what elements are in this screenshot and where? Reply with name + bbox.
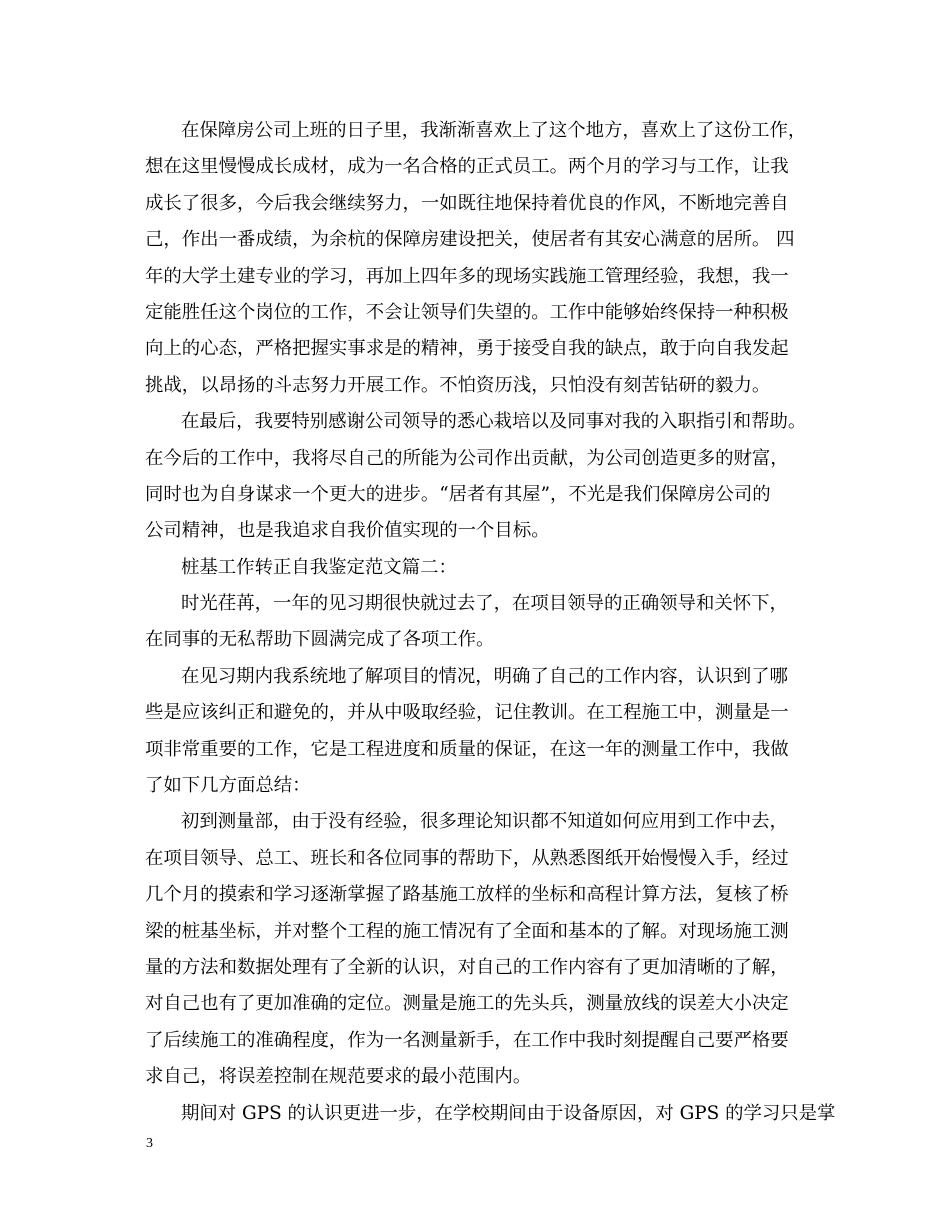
page-number: 3 bbox=[146, 1136, 153, 1151]
text-line: 定能胜任这个岗位的工作，不会让领导们失望的。工作中能够始终保持一种积极 bbox=[145, 301, 789, 323]
body-text bbox=[145, 113, 836, 1132]
text-line: 在今后的工作中，我将尽自己的所能为公司作出贡献，为公司创造更多的财富， bbox=[145, 447, 789, 469]
text-line: 量的方法和数据处理有了全新的认识，对自己的工作内容有了更加清晰的了解， bbox=[145, 956, 789, 978]
text-line: 了后续施工的准确程度，作为一名测量新手，在工作中我时刻提醒自己要严格要 bbox=[145, 1029, 789, 1051]
section-heading: 桩基工作转正自我鉴定范文篇二： bbox=[181, 556, 457, 578]
text-line: 在项目领导、总工、班长和各位同事的帮助下，从熟悉图纸开始慢慢入手，经过 bbox=[145, 847, 789, 869]
text-line: 同时也为自身谋求一个更大的进步。“居者有其屋”，不光是我们保障房公司的 bbox=[145, 483, 771, 505]
text-line: 求自己，将误差控制在规范要求的最小范围内。 bbox=[145, 1066, 532, 1088]
text-line: 在最后，我要特别感谢公司领导的悉心栽培以及同事对我的入职指引和帮助。 bbox=[181, 411, 807, 433]
text-line: 想在这里慢慢成长成材，成为一名合格的正式员工。两个月的学习与工作，让我 bbox=[145, 156, 789, 178]
text-line: 成长了很多，今后我会继续努力，一如既往地保持着优良的作风，不断地完善自 bbox=[145, 192, 789, 214]
text-line: 项非常重要的工作，它是工程进度和质量的保证，在这一年的测量工作中，我做 bbox=[145, 738, 789, 760]
text-line: 对自己也有了更加准确的定位。测量是施工的先头兵，测量放线的误差大小决定 bbox=[145, 993, 789, 1015]
text-line: 期间对 GPS 的认识更进一步，在学校期间由于设备原因，对 GPS 的学习只是掌 bbox=[181, 1102, 836, 1124]
text-line: 己，作出一番成绩，为余杭的保障房建设把关，使居者有其安心满意的居所。 四 bbox=[145, 229, 795, 251]
text-line: 向上的心态，严格把握实事求是的精神，勇于接受自我的缺点，敢于向自我发起 bbox=[145, 338, 789, 360]
text-line: 在见习期内我系统地了解项目的情况，明确了自己的工作内容，认识到了哪 bbox=[181, 665, 788, 687]
text-line: 时光荏苒，一年的见习期很快就过去了，在项目领导的正确领导和关怀下， bbox=[181, 593, 788, 615]
text-line: 些是应该纠正和避免的，并从中吸取经验，记住教训。在工程施工中，测量是一 bbox=[145, 702, 789, 724]
text-line: 公司精神，也是我追求自我价值实现的一个目标。 bbox=[145, 520, 550, 542]
text-line: 初到测量部，由于没有经验，很多理论知识都不知道如何应用到工作中去， bbox=[181, 811, 788, 833]
text-line: 在同事的无私帮助下圆满完成了各项工作。 bbox=[145, 629, 495, 651]
text-line: 挑战，以昂扬的斗志努力开展工作。不怕资历浅，只怕没有刻苦钻研的毅力。 bbox=[145, 374, 771, 396]
text-line: 年的大学土建专业的学习，再加上四年多的现场实践施工管理经验，我想，我一 bbox=[145, 265, 789, 287]
text-line: 梁的桩基坐标，并对整个工程的施工情况有了全面和基本的了解。对现场施工测 bbox=[145, 920, 789, 942]
text-line: 了如下几方面总结： bbox=[145, 775, 311, 797]
text-line: 在保障房公司上班的日子里，我渐渐喜欢上了这个地方，喜欢上了这份工作， bbox=[181, 120, 807, 141]
text-line: 几个月的摸索和学习逐渐掌握了路基施工放样的坐标和高程计算方法，复核了桥 bbox=[145, 884, 789, 906]
